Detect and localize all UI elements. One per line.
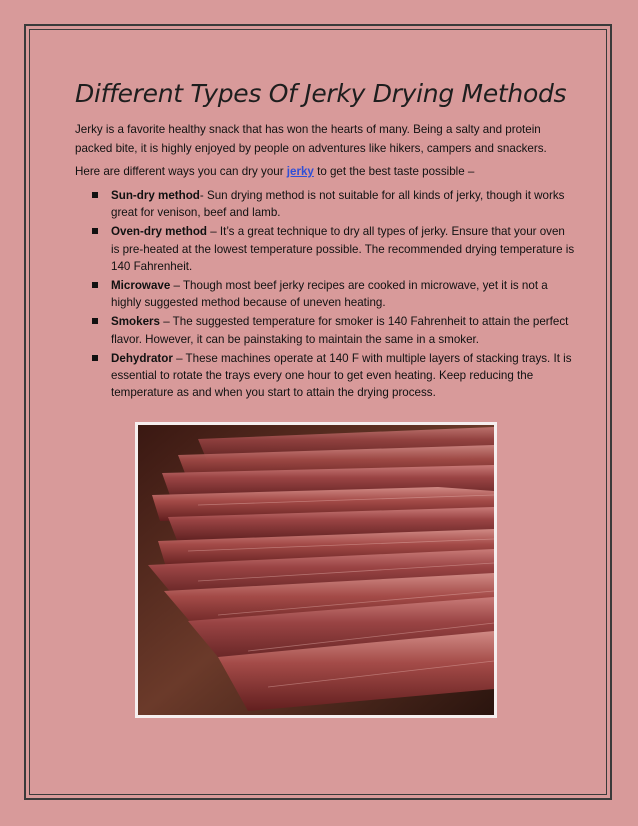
method-text: - Sun drying method is not suitable for all kinds of jerky, though it works great for venison, beef and lamb. bbox=[111, 189, 565, 220]
methods-list bbox=[75, 187, 575, 401]
method-name: Microwave bbox=[111, 279, 171, 293]
square-bullet-icon bbox=[92, 192, 98, 198]
lead-after: to get the best taste possible – bbox=[313, 165, 475, 178]
method-name: Oven-dry method bbox=[111, 225, 207, 239]
method-text: – The suggested temperature for smoker is 140 Fahrenheit to attain the perfect flavor. However, it can be painstaking to maintain the same in a smoker. bbox=[111, 315, 569, 346]
method-text: – It’s a great technique to dry all types of jerky. Ensure that your oven is pre-heated at the lowest temperature possible. The recommended drying temperature is 140 Fahrenheit. bbox=[111, 225, 575, 273]
square-bullet-icon bbox=[92, 282, 98, 288]
square-bullet-icon bbox=[92, 318, 98, 324]
lead-paragraph bbox=[75, 162, 575, 181]
method-text: – These machines operate at 140 F with multiple layers of stacking trays. It is essential to rotate the trays every one hour to get even heating. Keep reducing the temperature as and when you start to attain the drying process. bbox=[111, 351, 572, 400]
document-body bbox=[75, 78, 575, 403]
jerky-link[interactable]: jerky bbox=[286, 165, 314, 178]
jerky-strips-illustration bbox=[138, 425, 494, 715]
page-title: Different Types Of Jerky Drying Methods bbox=[75, 79, 567, 108]
list-item bbox=[75, 350, 575, 402]
intro-paragraph: Jerky is a favorite healthy snack that has won the hearts of many. Being a salty and protein packed bite, it is highly enjoyed by people on adventures like hikers, campers and snackers. bbox=[75, 123, 547, 155]
method-name: Sun-dry method bbox=[111, 189, 200, 202]
method-name: Smokers bbox=[111, 315, 160, 329]
method-name: Dehydrator bbox=[111, 351, 173, 365]
list-item bbox=[75, 223, 575, 275]
square-bullet-icon bbox=[92, 355, 98, 361]
list-item bbox=[75, 187, 575, 221]
list-item bbox=[75, 313, 575, 347]
jerky-photo bbox=[135, 422, 497, 718]
lead-before: Here are different ways you can dry your bbox=[75, 165, 287, 178]
method-text: – Though most beef jerky recipes are cooked in microwave, yet it is not a highly suggested method because of uneven heating. bbox=[111, 279, 548, 310]
square-bullet-icon bbox=[92, 228, 98, 234]
list-item bbox=[75, 277, 575, 311]
